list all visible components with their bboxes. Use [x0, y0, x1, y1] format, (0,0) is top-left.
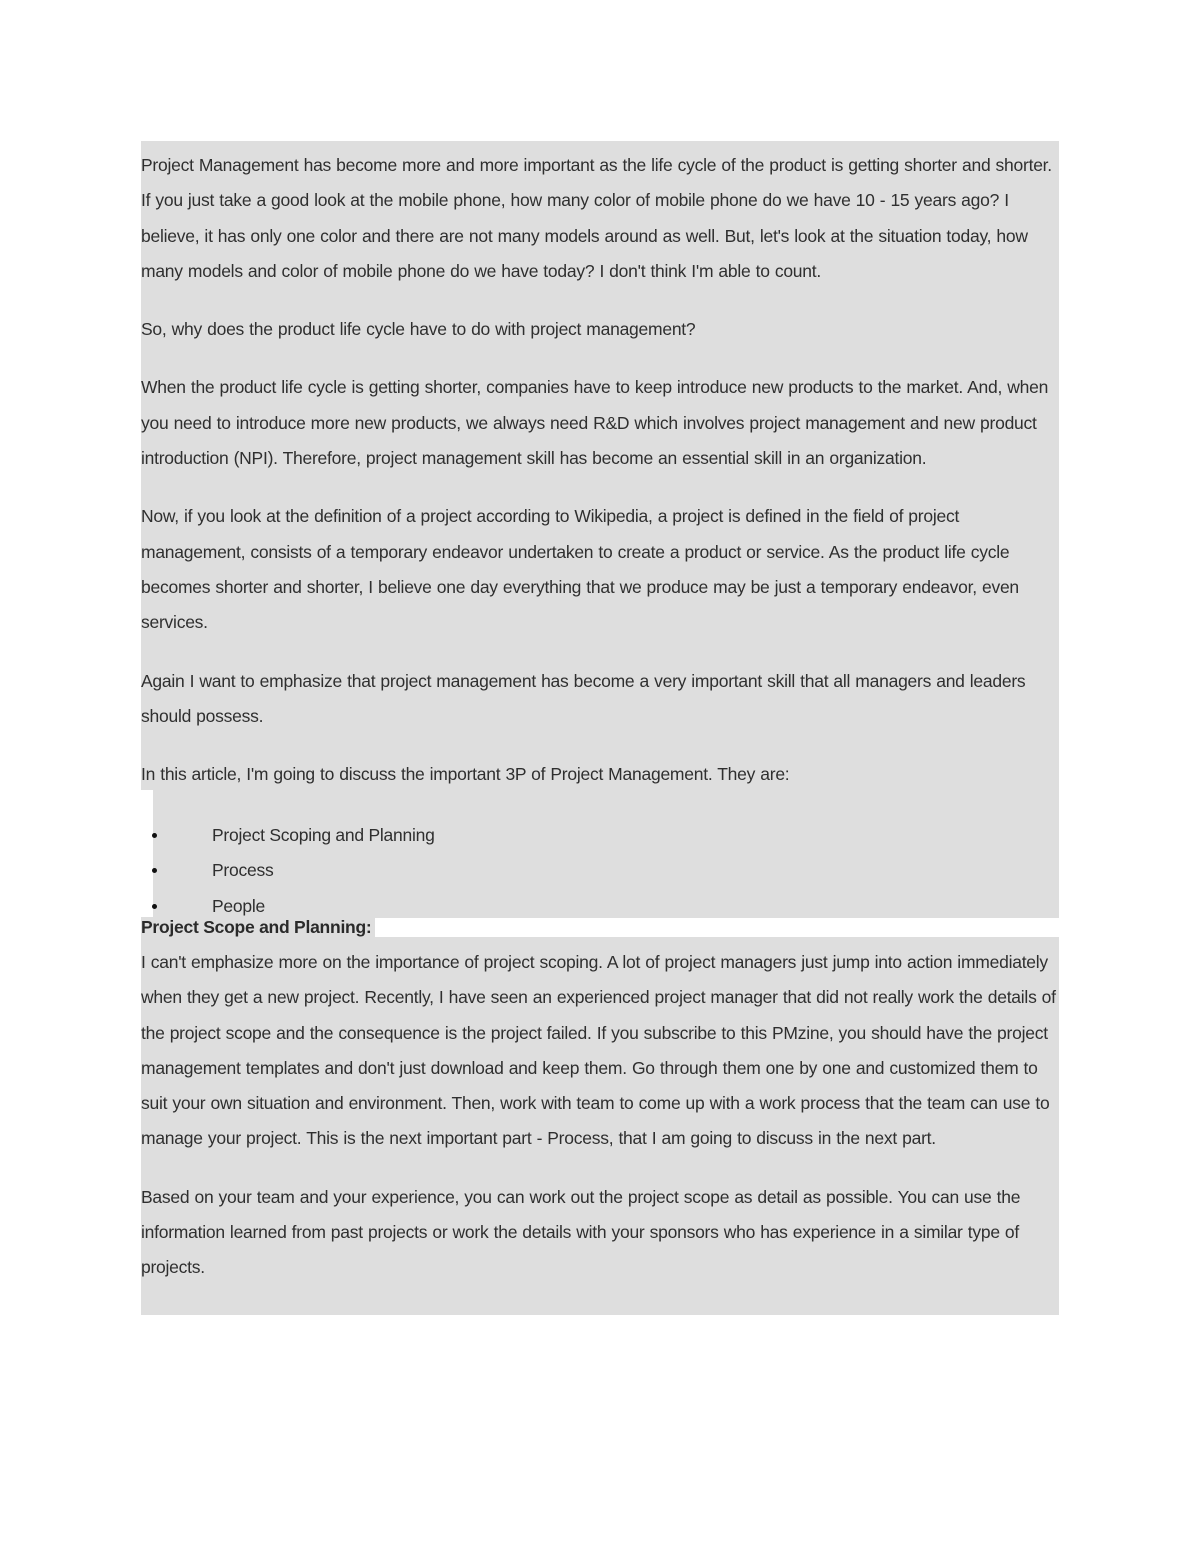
- paragraph-intro: Project Management has become more and more important as the life cycle of the product is getting shorter and shorter. If you just take a good look at the mobile phone, how many color of mobile phone do we have 10 - 15 years ago? I believe, it has only one color and there are not many models around as well. But, let's look at the situation today, how many models and color of mobile phone do we have today? I don't think I'm able to count.: [141, 155, 1052, 281]
- paragraph-scoping: I can't emphasize more on the importance of project scoping. A lot of project managers just jump into action immediately when they get a new project. Recently, I have seen an experienced project manager that did not really work the details of the project scope and the consequence is the project failed. If you subscribe to this PMzine, you should have the project management templates and don't just download and keep them. Go through them one by one and customized them to suit your own situation and environment. Then, work with team to come up with a work process that the team can use to manage your project. This is the next important part - Process, that I am going to discuss in the next part.: [141, 952, 1056, 1149]
- scope-section: [141, 937, 1059, 1315]
- bullet-dot-icon: [152, 904, 157, 909]
- bullet-gutter: [141, 790, 153, 918]
- list-item-label: Project Scoping and Planning: [212, 825, 435, 845]
- paragraph-question: So, why does the product life cycle have to do with project management?: [141, 319, 696, 340]
- paragraph-3p-intro: In this article, I'm going to discuss the important 3P of Project Management. They are:: [141, 764, 790, 785]
- list-item-label: Process: [212, 860, 274, 881]
- paragraph-definition: Now, if you look at the definition of a project according to Wikipedia, a project is defined in the field of project management, consists of a temporary endeavor undertaken to create a product or service. As the product life cycle becomes shorter and shorter, I believe one day everything that we produce may be just a temporary endeavor, even services.: [141, 506, 1019, 633]
- section-heading: Project Scope and Planning:: [141, 917, 375, 938]
- paragraph-npi: When the product life cycle is getting shorter, companies have to keep introduce new products to the market. And, when you need to introduce more new products, we always need R&D which involves project management and new product introduction (NPI). Therefore, project management skill has become an essential skill in an organization.: [141, 377, 1049, 469]
- bullet-dot-icon: [152, 833, 157, 838]
- list-item-label: People: [212, 895, 265, 916]
- paragraph-emphasis: Again I want to emphasize that project management has become a very important skill that all managers and leaders should possess.: [141, 670, 1026, 726]
- paragraph-scope-detail: Based on your team and your experience, you can work out the project scope as detail as possible. You can use the information learned from past projects or work the details with your sponsors who has experience in a similar type of projects.: [141, 1186, 1021, 1278]
- intro-section: [141, 141, 1059, 918]
